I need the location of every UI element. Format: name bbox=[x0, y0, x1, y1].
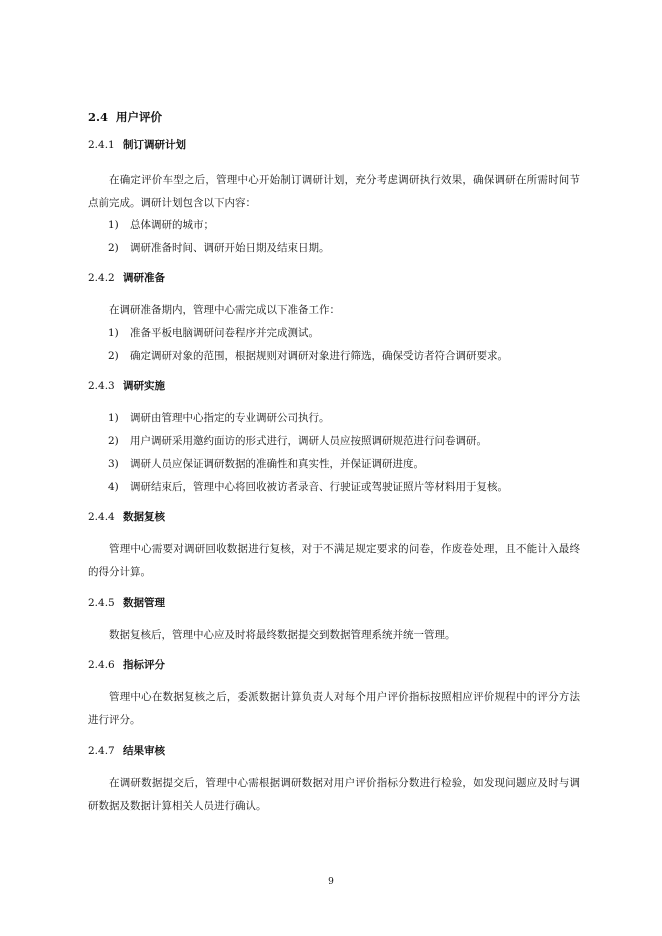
subsection-number: 2.4.7 bbox=[88, 745, 115, 757]
subsection-number: 2.4.6 bbox=[88, 659, 115, 671]
list-marker: 1) bbox=[108, 412, 119, 424]
paragraph: 数据复核后，管理中心应及时将最终数据提交到数据管理系统并统一管理。 bbox=[109, 629, 456, 641]
list-marker: 2) bbox=[108, 435, 119, 447]
subsection-title: 调研准备 bbox=[123, 272, 165, 284]
subsection-number: 2.4.1 bbox=[88, 139, 115, 151]
subsection-number: 2.4.4 bbox=[88, 511, 115, 523]
list-item-text: 确定调研对象的范围，根据规则对调研对象进行筛选，确保受访者符合调研要求。 bbox=[130, 350, 508, 362]
section-heading bbox=[88, 109, 580, 125]
subsection-heading bbox=[88, 743, 580, 759]
subsection-title: 数据复核 bbox=[123, 511, 165, 523]
subsection-heading bbox=[88, 509, 580, 525]
subsection-heading bbox=[88, 378, 580, 394]
list-item-text: 调研人员应保证调研数据的准确性和真实性，并保证调研进度。 bbox=[130, 458, 424, 470]
subsection-title: 指标评分 bbox=[123, 659, 165, 671]
paragraph: 在调研数据提交后，管理中心需根据调研数据对用户评价指标分数进行检验，如发现问题应及时与调研数据及数据计算相关人员进行确认。 bbox=[88, 777, 580, 812]
subsection-heading bbox=[88, 137, 580, 153]
list-item bbox=[108, 325, 580, 341]
list-item bbox=[108, 240, 580, 256]
page-number: 9 bbox=[328, 877, 334, 887]
subsection-title: 调研实施 bbox=[123, 380, 165, 392]
list-item bbox=[108, 410, 580, 426]
subsection-title: 结果审核 bbox=[123, 745, 165, 757]
subsection-heading bbox=[88, 595, 580, 611]
list-marker: 1) bbox=[108, 219, 119, 231]
subsection-title: 数据管理 bbox=[123, 597, 165, 609]
subsection-heading bbox=[88, 657, 580, 673]
list-marker: 2) bbox=[108, 350, 119, 362]
paragraph: 在调研准备期内，管理中心需完成以下准备工作： bbox=[109, 304, 340, 316]
paragraph: 在确定评价车型之后，管理中心开始制订调研计划，充分考虑调研执行效果，确保调研在所需时间节点前完成。调研计划包含以下内容： bbox=[88, 174, 580, 209]
list-marker: 1) bbox=[108, 327, 119, 339]
list-item-text: 准备平板电脑调研问卷程序并完成测试。 bbox=[130, 327, 319, 339]
list-marker: 3) bbox=[108, 458, 119, 470]
paragraph: 管理中心在数据复核之后，委派数据计算负责人对每个用户评价指标按照相应评价规程中的评分方法进行评分。 bbox=[88, 691, 580, 726]
list-item-text: 总体调研的城市； bbox=[130, 219, 214, 231]
section-title: 用户评价 bbox=[116, 110, 163, 124]
list-item bbox=[108, 348, 580, 364]
list-item bbox=[108, 217, 580, 233]
section-number: 2.4 bbox=[88, 110, 109, 124]
list-item-text: 调研由管理中心指定的专业调研公司执行。 bbox=[130, 412, 330, 424]
list-item-text: 用户调研采用邀约面访的形式进行，调研人员应按照调研规范进行问卷调研。 bbox=[130, 435, 487, 447]
subsection-number: 2.4.5 bbox=[88, 597, 115, 609]
subsection-number: 2.4.2 bbox=[88, 272, 115, 284]
paragraph: 管理中心需要对调研回收数据进行复核，对于不满足规定要求的问卷，作废卷处理，且不能计入最终的得分计算。 bbox=[88, 543, 580, 578]
subsection-heading bbox=[88, 270, 580, 286]
list-item-text: 调研准备时间、调研开始日期及结束日期。 bbox=[130, 242, 330, 254]
list-marker: 2) bbox=[108, 242, 119, 254]
list-item-text: 调研结束后，管理中心将回收被访者录音、行驶证或驾驶证照片等材料用于复核。 bbox=[130, 481, 508, 493]
subsection-number: 2.4.3 bbox=[88, 380, 115, 392]
subsection-title: 制订调研计划 bbox=[123, 139, 186, 151]
list-item bbox=[108, 456, 580, 472]
list-item bbox=[108, 479, 580, 495]
list-item bbox=[108, 433, 580, 449]
list-marker: 4) bbox=[108, 481, 119, 493]
